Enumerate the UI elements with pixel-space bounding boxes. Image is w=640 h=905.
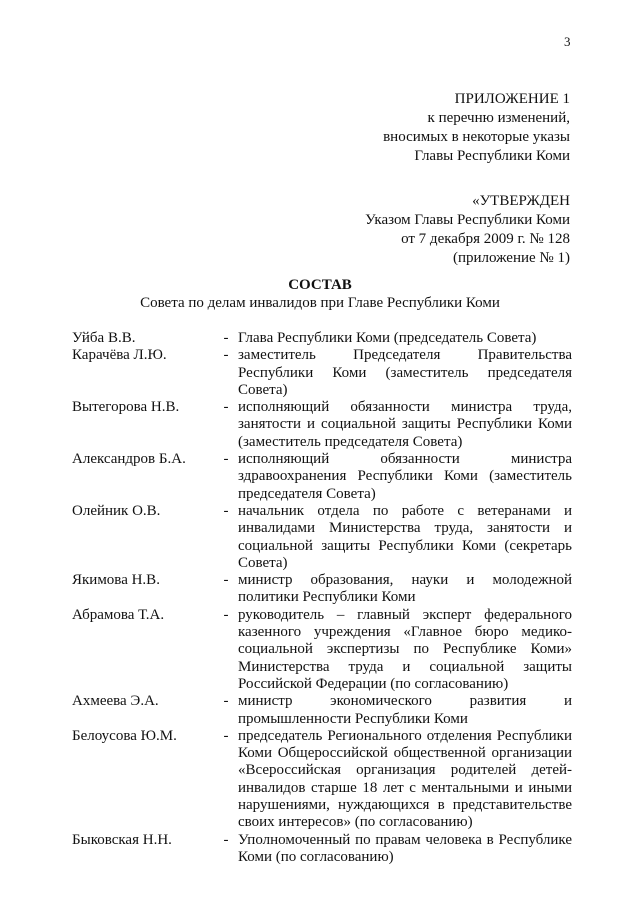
member-role: исполняющий обязанности министра здравоохранения Республики Коми (заместитель председателя Совета): [238, 451, 572, 502]
approval-line: «УТВЕРЖДЕН: [472, 193, 570, 209]
members-list: [72, 330, 572, 866]
member-name: Олейник О.В.: [72, 502, 161, 519]
member-name: Уйба В.В.: [72, 330, 136, 346]
member-name: Белоусова Ю.М.: [72, 727, 177, 744]
member-dash: -: [223, 330, 229, 346]
member-role: Уполномоченный по правам человека в Республике Коми (по согласованию): [238, 831, 572, 865]
member-row: [72, 693, 572, 728]
member-row: [72, 347, 572, 399]
member-name: Карачёва Л.Ю.: [72, 347, 167, 364]
member-dash: -: [223, 572, 229, 589]
member-name: Абрамова Т.А.: [72, 606, 165, 623]
page-number: 3: [564, 34, 571, 49]
member-role: начальник отдела по работе с ветеранами и инвалидами Министерства труда, занятости и социальной защиты Республики Коми (секретарь Совета): [238, 502, 572, 571]
member-name: Быковская Н.Н.: [72, 831, 172, 848]
appendix-line: к перечню изменений,: [427, 110, 570, 126]
member-name: Вытегорова Н.В.: [72, 399, 180, 416]
approval-line: Указом Главы Республики Коми: [365, 212, 570, 228]
member-dash: -: [223, 502, 229, 519]
member-dash: -: [223, 347, 229, 364]
member-dash: -: [223, 606, 229, 623]
appendix-header: [383, 90, 570, 166]
member-name: Ахмеева Э.А.: [72, 693, 159, 710]
appendix-line: ПРИЛОЖЕНИЕ 1: [454, 91, 570, 107]
approval-header: [365, 192, 570, 268]
member-role: заместитель Председателя Правительства Республики Коми (заместитель председателя Совета): [238, 347, 572, 398]
member-row: [72, 728, 572, 832]
member-dash: -: [223, 693, 229, 710]
member-role: министр образования, науки и молодежной политики Республики Коми: [238, 572, 572, 606]
approval-line: (приложение № 1): [452, 250, 570, 266]
member-name: Александров Б.А.: [72, 451, 186, 468]
member-dash: -: [223, 727, 229, 744]
member-role: министр экономического развития и промышленности Республики Коми: [238, 693, 572, 727]
member-dash: -: [223, 451, 229, 468]
member-row: [72, 399, 572, 451]
member-role: исполняющий обязанности министра труда, занятости и социальной защиты Республики Коми (заместитель председателя Совета): [238, 399, 572, 450]
member-name: Якимова Н.В.: [72, 572, 160, 589]
member-dash: -: [223, 831, 229, 848]
appendix-line: Главы Республики Коми: [414, 148, 570, 164]
approval-line: от 7 декабря 2009 г. № 128: [401, 231, 570, 247]
member-role: председатель Регионального отделения Республики Коми Общероссийской общественной организации «Всероссийская организация родителей детей-инвалидов старше 18 лет с ментальными и иными нарушениями, нуждающихся в представительстве своих интересов» (по согласованию): [238, 727, 572, 831]
member-row: [72, 451, 572, 503]
document-title: СОСТАВ: [288, 277, 352, 293]
member-role: Глава Республики Коми (председатель Совета): [238, 330, 537, 346]
member-row: [72, 832, 572, 867]
member-row: [72, 330, 572, 347]
member-row: [72, 503, 572, 572]
member-row: [72, 607, 572, 693]
appendix-line: вносимых в некоторые указы: [383, 129, 570, 145]
member-row: [72, 572, 572, 607]
member-dash: -: [223, 399, 229, 416]
document-subtitle: Совета по делам инвалидов при Главе Республики Коми: [140, 295, 500, 311]
member-role: руководитель – главный эксперт федерального казенного учреждения «Главное бюро медико-социальной экспертизы по Республике Коми» Министерства труда и социальной защиты Российской Федерации (по согласованию): [238, 606, 572, 692]
